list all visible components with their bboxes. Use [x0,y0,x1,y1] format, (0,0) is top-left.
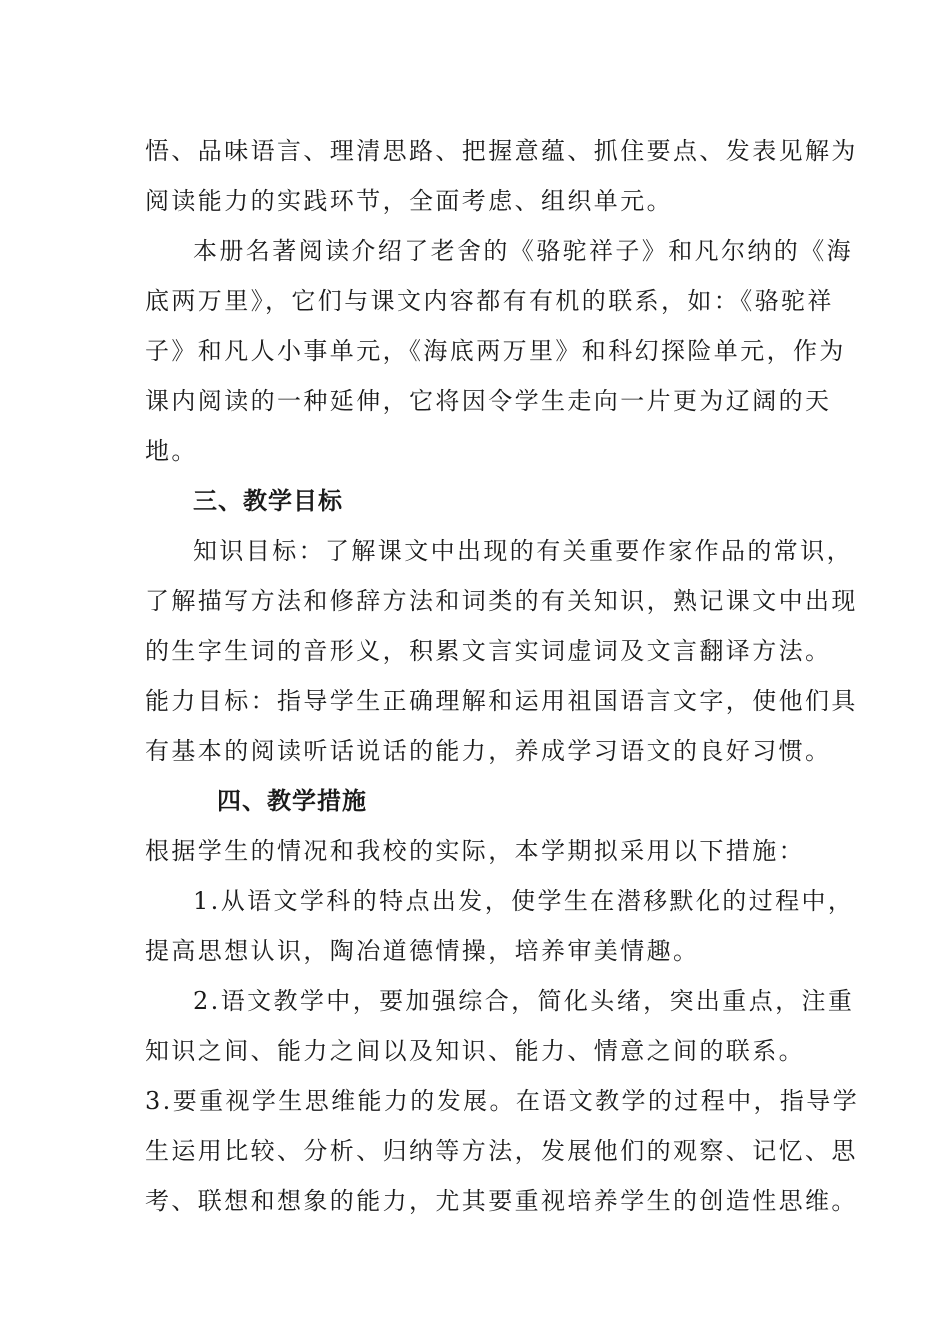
section-heading-measures: 四、教学措施 [217,787,367,815]
text-line: 阅读能力的实践环节，全面考虑、组织单元。 [145,187,673,215]
section-heading-goals: 三、教学目标 [193,487,343,515]
text-line: 提高思想认识，陶冶道德情操，培养审美情趣。 [145,937,700,965]
text-line: 生运用比较、分析、归纳等方法，发展他们的观察、记忆、思 [145,1137,858,1165]
text-line: 的生字生词的音形义，积累文言实词虚词及文言翻译方法。 [145,637,832,665]
text-line: 考、联想和想象的能力，尤其要重视培养学生的创造性思维。 [145,1187,858,1215]
text-line: 知识目标：了解课文中出现的有关重要作家作品的常识， [193,537,853,565]
text-line: 知识之间、能力之间以及知识、能力、情意之间的联系。 [145,1037,805,1065]
text-line: 根据学生的情况和我校的实际，本学期拟采用以下措施： [145,837,805,865]
text-line: 2.语文教学中，要加强综合，简化头绪，突出重点，注重 [193,987,855,1015]
text-line: 有基本的阅读听话说话的能力，养成学习语文的良好习惯。 [145,737,832,765]
text-line: 子》和凡人小事单元，《海底两万里》和科幻探险单元，作为 [145,337,846,365]
text-line: 1.从语文学科的特点出发，使学生在潜移默化的过程中， [193,887,855,915]
text-line: 底两万里》，它们与课文内容都有有机的联系，如：《骆驼祥 [145,287,834,315]
text-line: 本册名著阅读介绍了老舍的《骆驼祥子》和凡尔纳的《海 [193,237,853,265]
text-line: 了解描写方法和修辞方法和词类的有关知识，熟记课文中出现 [145,587,858,615]
text-line: 地。 [145,437,198,465]
text-line: 课内阅读的一种延伸，它将因令学生走向一片更为辽阔的天 [145,387,832,415]
text-line: 3.要重视学生思维能力的发展。在语文教学的过程中，指导学 [145,1087,860,1115]
text-line: 悟、品味语言、理清思路、把握意蕴、抓住要点、发表见解为 [145,137,858,165]
text-line: 能力目标：指导学生正确理解和运用祖国语言文字，使他们具 [145,687,858,715]
